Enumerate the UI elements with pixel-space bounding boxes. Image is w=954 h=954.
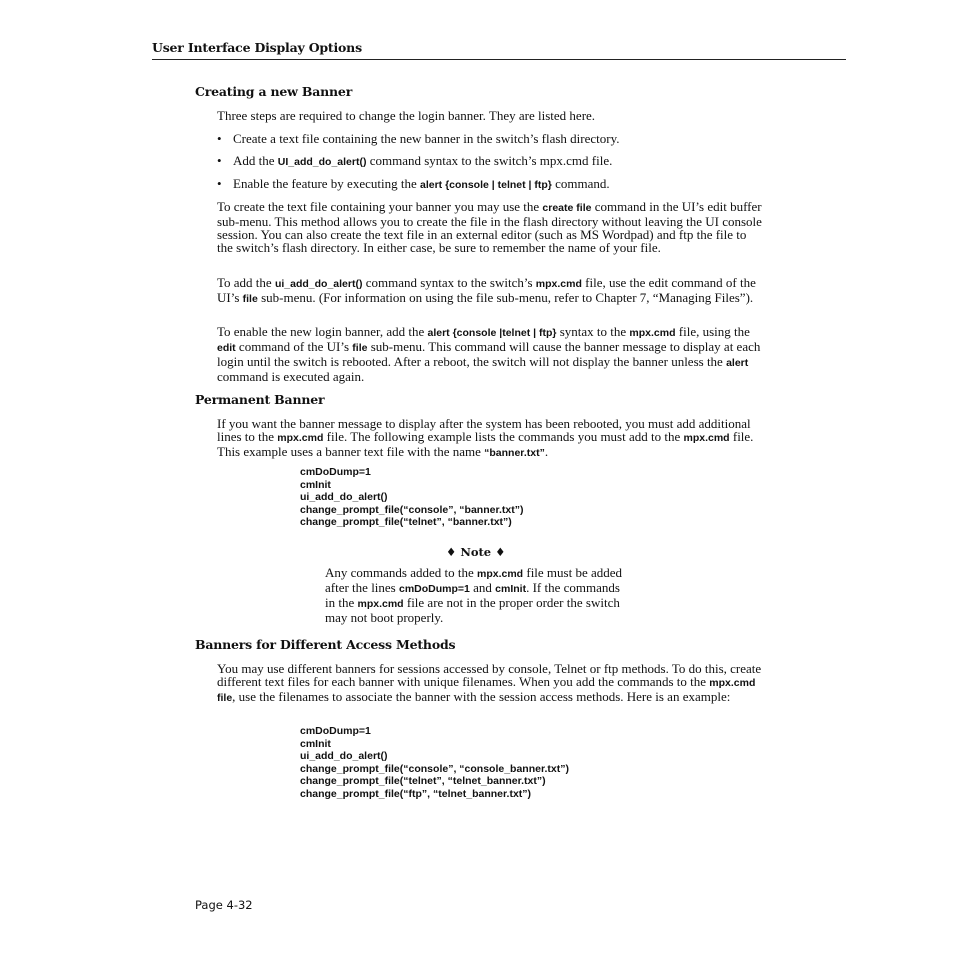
bullet-dot: • bbox=[217, 176, 222, 191]
command-text: mpx.cmd bbox=[629, 327, 676, 339]
command-text: file bbox=[352, 342, 368, 354]
code-line: cmDoDump=1 bbox=[300, 725, 371, 737]
bullet-item-2: • Add the UI_add_do_alert() command syntax to the switch’s mpx.cmd file. bbox=[217, 153, 613, 168]
page-number: Page 4-32 bbox=[195, 898, 253, 912]
command-text: “banner.txt” bbox=[484, 447, 545, 459]
command-text: create file bbox=[542, 202, 592, 214]
section-heading-permanent-banner: Permanent Banner bbox=[195, 392, 325, 407]
code-line: change_prompt_file(“ftp”, “telnet_banner.txt”) bbox=[300, 787, 532, 800]
code-line: change_prompt_file(“telnet”, “banner.txt”) bbox=[300, 516, 512, 528]
code-line: cmDoDump=1 bbox=[300, 466, 371, 478]
command-text: mpx.cmd bbox=[535, 278, 582, 290]
command-text: alert bbox=[726, 357, 749, 369]
code-line: ui_add_do_alert() bbox=[300, 491, 388, 503]
code-block-access-methods bbox=[300, 725, 569, 800]
code-line: cmInit bbox=[300, 478, 331, 491]
bullet-dot: • bbox=[217, 153, 222, 168]
command-text: cmDoDump=1 bbox=[399, 583, 470, 595]
code-block-permanent bbox=[300, 466, 523, 529]
command-text: file bbox=[242, 293, 258, 305]
paragraph-access-methods: You may use different banners for sessions accessed by console, Telnet or ftp methods. To do this, create different text files for each banner with unique filenames. When you add the commands to the mpx.cmd file, use the filenames to associate the banner with the session access methods. Here is an example: bbox=[217, 661, 762, 704]
running-header: User Interface Display Options bbox=[152, 40, 362, 55]
code-line: change_prompt_file(“telnet”, “telnet_banner.txt”) bbox=[300, 775, 546, 787]
command-text: mpx.cmd file bbox=[217, 677, 756, 704]
note-title: ♦ Note ♦ bbox=[446, 545, 506, 559]
code-line: cmInit bbox=[300, 737, 331, 750]
command-text: alert {console |telnet | ftp} bbox=[427, 327, 557, 339]
paragraph-permanent-banner: If you want the banner message to display after the system has been rebooted, you must add additional lines to the mpx.cmd file. The following example lists the commands you must add to the mpx.cmd file. This example uses a banner text file with the name “banner.txt”. bbox=[217, 416, 754, 459]
command-text: edit bbox=[217, 342, 236, 354]
code-line: change_prompt_file(“console”, “console_banner.txt”) bbox=[300, 762, 569, 775]
note-body: Any commands added to the mpx.cmd file must be added after the lines cmDoDump=1 and cmInit. If the commands in the mpx.cmd file are not in the proper order the switch may not boot properly. bbox=[325, 565, 623, 625]
code-line: ui_add_do_alert() bbox=[300, 750, 388, 762]
command-text: alert {console | telnet | ftp} bbox=[419, 179, 552, 191]
paragraph-create-text-file: To create the text file containing your banner you may use the create file command in the UI’s edit buffer sub-menu. This method allows you to create the file in the flash directory without leaving the UI console session. You can also create the text file in an external editor (such as MS Wordpad) and ftp the file to the switch’s flash directory. In either case, be sure to remember the name of your file. bbox=[217, 199, 762, 255]
intro-paragraph: Three steps are required to change the login banner. They are listed here. bbox=[217, 108, 596, 123]
command-text: ui_add_do_alert() bbox=[274, 278, 363, 290]
command-text: mpx.cmd bbox=[277, 432, 324, 444]
header-rule bbox=[152, 59, 846, 60]
bullet-item-1: • Create a text file containing the new banner in the switch’s flash directory. bbox=[217, 131, 620, 146]
command-text: cmInit bbox=[495, 583, 527, 595]
bullet-item-3: • Enable the feature by executing the alert {console | telnet | ftp} command. bbox=[217, 176, 610, 191]
command-text: mpx.cmd bbox=[477, 568, 524, 580]
section-heading-access-methods: Banners for Different Access Methods bbox=[195, 637, 456, 652]
paragraph-enable-banner: To enable the new login banner, add the alert {console |telnet | ftp} syntax to the mpx.cmd file, using the edit command of the UI’s file sub-menu. This command will cause the banner message to display at each login until the switch is rebooted. After a reboot, the switch will not display the banner unless the alert command is executed again. bbox=[217, 324, 761, 384]
command-text: mpx.cmd bbox=[683, 432, 730, 444]
command-text: UI_add_do_alert() bbox=[277, 156, 367, 168]
section-heading-creating-banner: Creating a new Banner bbox=[195, 84, 353, 99]
command-text: mpx.cmd bbox=[357, 598, 404, 610]
paragraph-add-syntax: To add the ui_add_do_alert() command syntax to the switch’s mpx.cmd file, use the edit command of the UI’s file sub-menu. (For information on using the file sub-menu, refer to Chapter 7, “Managing Files”). bbox=[217, 275, 756, 305]
bullet-dot: • bbox=[217, 131, 222, 146]
code-line: change_prompt_file(“console”, “banner.txt”) bbox=[300, 503, 524, 516]
